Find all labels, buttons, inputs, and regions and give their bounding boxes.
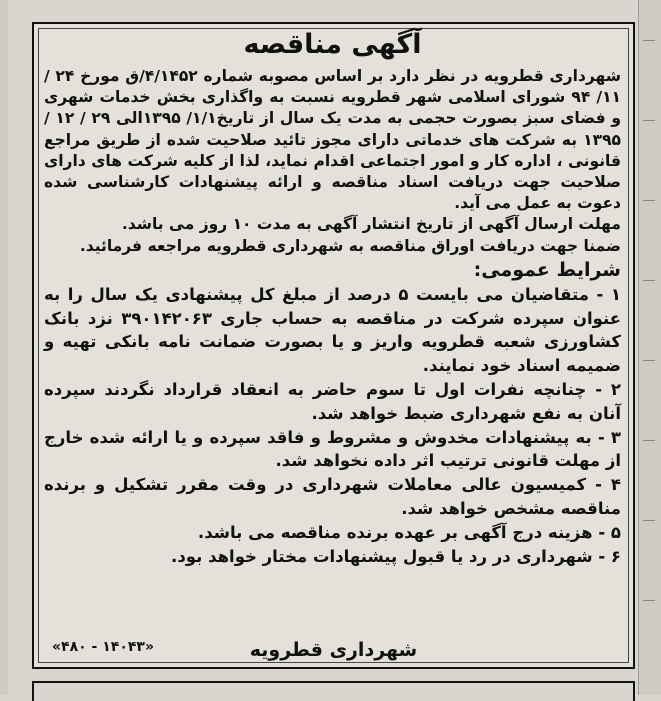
condition-item: ۶ - شهرداری در رد یا قبول پیشنهادات مختار خواهد بود.	[171, 546, 621, 566]
notice-footer	[48, 637, 619, 663]
left-page-edge	[0, 0, 8, 695]
notice-content	[44, 28, 621, 568]
condition-item: ۵ - هزینه درج آگهی بر عهده برنده مناقصه می باشد.	[197, 522, 621, 542]
notice-title: آگهی مناقصه	[243, 29, 422, 60]
next-ad-box-edge	[32, 681, 635, 701]
notice-referral: ضمنا جهت دریافت اوراق مناقصه به شهرداری قطرویه مراجعه فرمائید.	[79, 236, 621, 255]
condition-item: ۲ - چنانچه نفرات اول تا سوم حاضر به انعقاد قرارداد نگردند سپرده آنان به نفع شهرداری ضبط خواهد شد.	[44, 380, 621, 423]
condition-item: ۴ - کمیسیون عالی معاملات شهرداری در وقت مقرر تشکیل و برنده مناقصه مشخص خواهد شد.	[44, 475, 621, 518]
conditions-heading: شرایط عمومی:	[473, 258, 621, 281]
condition-item: ۱ - متقاضیان می بایست ۵ درصد از مبلغ کل پیشنهادی یک سال را به عنوان سپرده شرکت در مناقصه به حساب جاری ۳۹۰۱۴۲۰۶۳ نزد بانک کشاورزی شعبه قطرویه واریز و یا بصورت ضمانت نامه بانکی تهیه و ضمیمه اسناد خود نمایند.	[44, 284, 621, 376]
right-page-edge	[638, 0, 661, 695]
notice-intro: شهرداری قطرویه در نظر دارد بر اساس مصوبه شماره ۴/۱۴۵۲/ق مورخ ۲۴ /۱۱/ ۹۴ شورای اسلامی شهر قطرویه نسبت به واگذاری بخش خدمات شهری و فضای سبز بصورت حجمی به مدت یک سال از تاریخ۱/۱/ ۱۳۹۵الی ۲۹ / ۱۲ /۱۳۹۵ به شرکت های خدماتی دارای مجوز تائید صلاحیت شده از طریق مراجع قانونی ، اداره کار و امور اجتماعی اقدام نماید، لذا از کلیه شرکت های دارای صلاحیت جهت دریافت اسناد مناقصه و ارائه پیشنهادات کارشناسی شده دعوت به عمل می آید.	[44, 67, 622, 213]
ad-code: «۱۴۰۴۳ - ۴۸۰»	[52, 639, 155, 655]
tender-notice-box	[32, 22, 635, 669]
condition-item: ۳ - به پیشنهادات مخدوش و مشروط و فاقد سپرده و یا ارائه شده خارج از مهلت قانونی ترتیب اثر داده نخواهد شد.	[44, 427, 621, 471]
notice-deadline: مهلت ارسال آگهی از تاریخ انتشار آگهی به مدت ۱۰ روز می باشد.	[121, 215, 621, 234]
signature: شهرداری قطرویه	[249, 639, 418, 661]
